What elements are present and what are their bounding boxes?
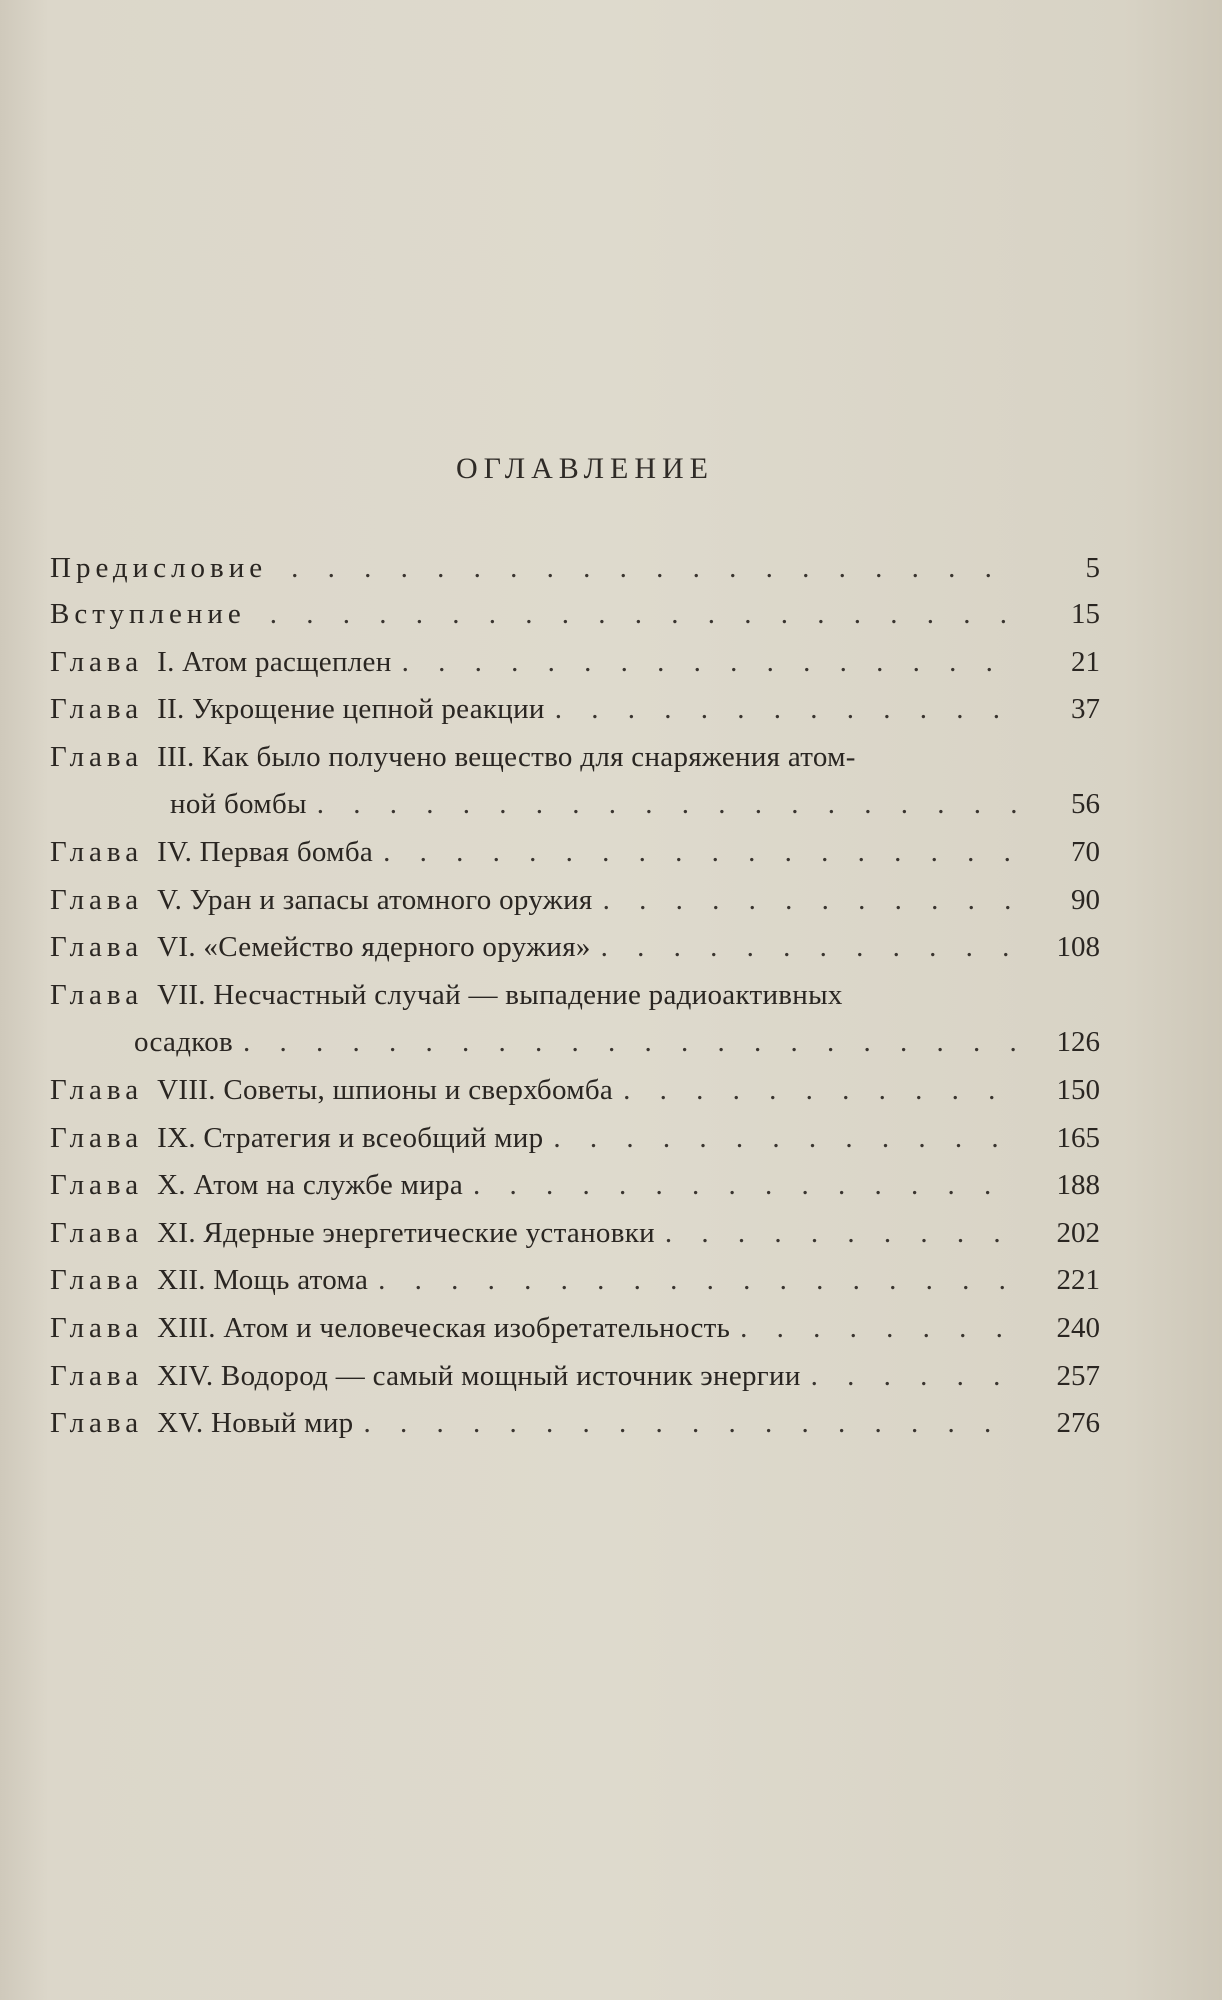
toc-entry-preface bbox=[50, 545, 1100, 591]
toc-entry-chapter-10 bbox=[50, 1162, 1100, 1210]
chapter-title: XIII. Атом и человеческая изобретательность bbox=[157, 1311, 731, 1344]
toc-entry-chapter-15 bbox=[50, 1400, 1100, 1448]
chapter-label: Глава bbox=[50, 1359, 144, 1392]
dot-leader bbox=[553, 1115, 1020, 1163]
page-number: 240 bbox=[1056, 1311, 1100, 1344]
page-number: 150 bbox=[1056, 1073, 1100, 1106]
page-number: 188 bbox=[1056, 1169, 1100, 1202]
chapter-label: Глава bbox=[50, 1121, 144, 1154]
page-number: 165 bbox=[1056, 1121, 1100, 1154]
page-number: 221 bbox=[1056, 1264, 1100, 1297]
toc-entry-chapter-7 bbox=[50, 972, 1100, 1020]
chapter-label: Глава bbox=[50, 1407, 144, 1440]
dot-leader bbox=[317, 781, 1020, 829]
chapter-title: XI. Ядерные энергетические установки bbox=[157, 1216, 655, 1249]
dot-leader bbox=[363, 1400, 1020, 1448]
toc-entry-chapter-11 bbox=[50, 1210, 1100, 1258]
chapter-title: IX. Стратегия и всеобщий мир bbox=[157, 1121, 544, 1154]
page-number: 126 bbox=[1056, 1026, 1100, 1059]
chapter-title: V. Уран и запасы атомного оружия bbox=[157, 883, 593, 916]
dot-leader bbox=[601, 924, 1020, 972]
page-number: 108 bbox=[1056, 931, 1100, 964]
dot-leader bbox=[473, 1162, 1020, 1210]
dot-leader bbox=[383, 829, 1020, 877]
toc-entry-chapter-14 bbox=[50, 1353, 1100, 1401]
chapter-title: XIV. Водород — самый мощный источник энергии bbox=[157, 1359, 801, 1392]
chapter-label: Глава bbox=[50, 1169, 144, 1202]
dot-leader bbox=[291, 545, 1020, 593]
dot-leader bbox=[555, 686, 1020, 734]
page-number: 56 bbox=[1071, 788, 1100, 821]
toc-entry-chapter-3 bbox=[50, 734, 1100, 782]
toc-entry-chapter-12 bbox=[50, 1257, 1100, 1305]
page-number: 70 bbox=[1071, 835, 1100, 868]
chapter-title: VI. «Семейство ядерного оружия» bbox=[157, 931, 591, 964]
dot-leader bbox=[243, 1019, 1020, 1067]
page-number: 257 bbox=[1056, 1359, 1100, 1392]
chapter-label: Глава bbox=[50, 1311, 144, 1344]
entry-label: Предисловие bbox=[50, 552, 268, 584]
entry-label: Вступление bbox=[50, 598, 246, 630]
chapter-title-continued: ной бомбы bbox=[170, 788, 307, 821]
toc-entry-chapter-9 bbox=[50, 1115, 1100, 1163]
chapter-label: Глава bbox=[50, 931, 144, 964]
chapter-label: Глава bbox=[50, 645, 144, 678]
chapter-title: I. Атом расщеплен bbox=[157, 645, 392, 678]
toc-entry-chapter-7-continued bbox=[50, 1019, 1100, 1067]
toc-entry-chapter-4 bbox=[50, 829, 1100, 877]
chapter-title: XII. Мощь атома bbox=[157, 1264, 369, 1297]
chapter-label: Глава bbox=[50, 883, 144, 916]
dot-leader bbox=[623, 1067, 1020, 1115]
chapter-label: Глава bbox=[50, 978, 144, 1011]
page-number: 276 bbox=[1056, 1407, 1100, 1440]
toc-entry-chapter-5 bbox=[50, 877, 1100, 925]
table-of-contents bbox=[50, 545, 1100, 1448]
page-number: 21 bbox=[1071, 645, 1100, 678]
dot-leader bbox=[603, 877, 1020, 925]
chapter-label: Глава bbox=[50, 1216, 144, 1249]
toc-heading: ОГЛАВЛЕНИЕ bbox=[456, 452, 714, 485]
dot-leader bbox=[270, 591, 1020, 639]
toc-entry-chapter-13 bbox=[50, 1305, 1100, 1353]
chapter-title: III. Как было получено вещество для снаряжения атом- bbox=[157, 740, 856, 773]
dot-leader bbox=[378, 1257, 1020, 1305]
dot-leader bbox=[811, 1353, 1020, 1401]
toc-entry-chapter-6 bbox=[50, 924, 1100, 972]
page-number: 5 bbox=[1085, 552, 1100, 584]
chapter-title: VII. Несчастный случай — выпадение радиоактивных bbox=[157, 978, 843, 1011]
page-number: 90 bbox=[1071, 883, 1100, 916]
chapter-label: Глава bbox=[50, 1264, 144, 1297]
toc-entry-chapter-1 bbox=[50, 639, 1100, 687]
dot-leader bbox=[665, 1210, 1020, 1258]
chapter-title: XV. Новый мир bbox=[157, 1407, 354, 1440]
chapter-label: Глава bbox=[50, 740, 144, 773]
page-number: 37 bbox=[1071, 693, 1100, 726]
page-number: 15 bbox=[1071, 598, 1100, 630]
chapter-title-continued: осадков bbox=[134, 1026, 233, 1059]
toc-entry-chapter-3-continued bbox=[50, 781, 1100, 829]
toc-entry-introduction bbox=[50, 591, 1100, 639]
dot-leader bbox=[740, 1305, 1020, 1353]
chapter-title: X. Атом на службе мира bbox=[157, 1169, 463, 1202]
chapter-title: VIII. Советы, шпионы и сверхбомба bbox=[157, 1073, 614, 1106]
chapter-title: IV. Первая бомба bbox=[157, 835, 374, 868]
toc-entry-chapter-8 bbox=[50, 1067, 1100, 1115]
chapter-label: Глава bbox=[50, 1073, 144, 1106]
chapter-label: Глава bbox=[50, 835, 144, 868]
toc-entry-chapter-2 bbox=[50, 686, 1100, 734]
chapter-title: II. Укрощение цепной реакции bbox=[157, 693, 545, 726]
chapter-label: Глава bbox=[50, 693, 144, 726]
page-number: 202 bbox=[1056, 1216, 1100, 1249]
dot-leader bbox=[402, 639, 1020, 687]
